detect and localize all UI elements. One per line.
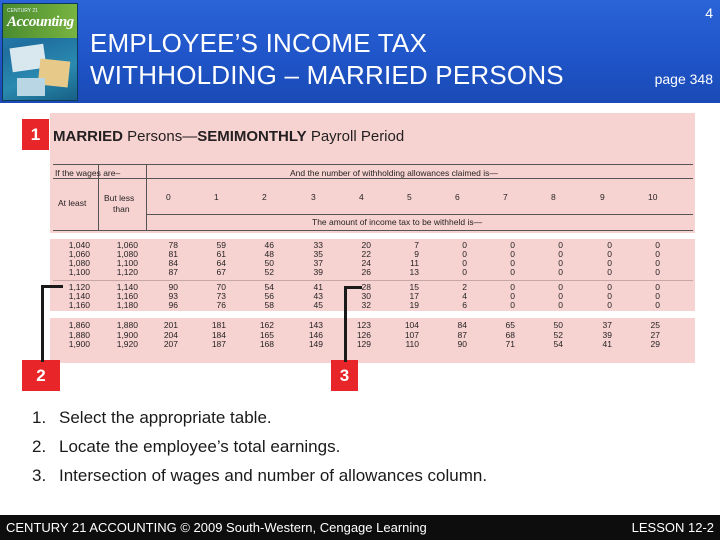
wage-at-least: 1,880 (68, 329, 90, 340)
withholding-amount: 11 (410, 258, 419, 268)
slide-title-line-2: WITHHOLDING – MARRIED PERSONS (90, 60, 564, 90)
wage-at-least: 1,140 (68, 291, 90, 301)
table-rule (53, 164, 693, 165)
allowances-header: And the number of withholding allowances claimed is— (290, 168, 498, 178)
withholding-amount: 48 (264, 249, 274, 259)
withholding-amount: 15 (409, 282, 419, 292)
withholding-amount: 84 (457, 320, 467, 330)
withholding-amount: 129 (356, 339, 371, 349)
withholding-amount: 0 (558, 267, 563, 277)
wage-at-least: 1,040 (68, 240, 90, 250)
withholding-amount: 162 (259, 320, 274, 330)
table-gap (50, 233, 695, 239)
withholding-amount: 0 (510, 267, 515, 277)
allowance-column-5: 5 (407, 192, 412, 202)
withholding-amount: 0 (607, 291, 612, 301)
withholding-amount: 4 (462, 291, 467, 301)
at-least-header: At least (58, 198, 87, 208)
wage-at-least: 1,160 (68, 300, 90, 310)
withholding-amount: 165 (259, 329, 274, 340)
wage-at-least: 1,860 (68, 320, 90, 330)
wage-at-least: 1,900 (68, 339, 90, 349)
withholding-amount: 13 (409, 267, 419, 277)
wage-less-than: 1,120 (116, 267, 138, 277)
slide-footer (0, 515, 720, 540)
withholding-amount: 59 (216, 240, 226, 250)
withholding-amount: 0 (510, 300, 515, 310)
withholding-amount: 61 (216, 249, 226, 259)
wage-at-least: 1,060 (68, 249, 90, 259)
withholding-amount: 187 (211, 339, 226, 349)
withholding-amount: 26 (361, 267, 371, 277)
wage-less-than: 1,060 (116, 240, 138, 250)
footer-copyright: CENTURY 21 ACCOUNTING © 2009 South-Western, Cengage Learning (6, 520, 427, 535)
withholding-amount: 45 (313, 300, 323, 310)
withholding-amount: 0 (510, 258, 515, 268)
withholding-amount: 19 (409, 300, 419, 310)
withholding-amount: 28 (361, 282, 371, 292)
withholding-amount: 76 (216, 300, 226, 310)
wages-header: If the wages are– (55, 168, 121, 178)
withholding-amount: 43 (313, 291, 323, 301)
allowance-column-9: 9 (600, 192, 605, 202)
withholding-amount: 32 (361, 300, 371, 310)
withholding-amount: 27 (650, 329, 660, 340)
withholding-amount: 81 (168, 249, 178, 259)
withholding-amount: 67 (216, 267, 226, 277)
withholding-amount: 25 (650, 320, 660, 330)
withholding-amount: 184 (211, 329, 226, 340)
withholding-amount: 9 (414, 249, 419, 259)
withholding-amount: 0 (607, 300, 612, 310)
slide-title-line-1: EMPLOYEE’S INCOME TAX (90, 28, 427, 58)
withholding-amount: 52 (553, 329, 563, 340)
page-reference: page 348 (654, 71, 713, 87)
wage-less-than: 1,140 (116, 282, 138, 292)
withholding-amount: 168 (259, 339, 274, 349)
allowance-column-6: 6 (455, 192, 460, 202)
withholding-amount: 0 (607, 240, 612, 250)
table-rule (146, 165, 147, 231)
withholding-amount: 0 (558, 282, 563, 292)
withholding-amount: 56 (264, 291, 274, 301)
withholding-amount: 50 (264, 258, 274, 268)
withholding-amount: 41 (602, 339, 612, 349)
wage-less-than: 1,160 (116, 291, 138, 301)
withholding-amount: 39 (602, 329, 612, 340)
book-cover-art (17, 78, 45, 96)
withholding-amount: 24 (361, 258, 371, 268)
withholding-amount: 70 (216, 282, 226, 292)
withholding-amount: 71 (505, 339, 515, 349)
step-number: 1. (32, 408, 47, 427)
arrow-line-3 (344, 286, 362, 289)
withholding-amount: 58 (264, 300, 274, 310)
withholding-amount: 39 (313, 267, 323, 277)
step-badge-1: 1 (22, 119, 49, 150)
withholding-amount: 87 (168, 267, 178, 277)
withholding-amount: 6 (462, 300, 467, 310)
table-rule (53, 230, 693, 231)
withholding-amount: 37 (602, 320, 612, 330)
book-cover-image (2, 3, 78, 101)
but-less-header-1: But less (104, 193, 135, 203)
withholding-amount: 50 (553, 320, 563, 330)
slide-header (0, 0, 720, 103)
allowance-column-3: 3 (311, 192, 316, 202)
withholding-amount: 2 (462, 282, 467, 292)
withholding-amount: 0 (558, 300, 563, 310)
wage-at-least: 1,100 (68, 267, 90, 277)
withheld-header: The amount of income tax to be withheld is— (312, 217, 483, 227)
slide-number: 4 (705, 5, 713, 21)
withholding-amount: 84 (168, 258, 178, 268)
but-less-header-2: than (113, 204, 130, 214)
withholding-amount: 0 (558, 240, 563, 250)
withholding-amount: 64 (216, 258, 226, 268)
step-text: Intersection of wages and number of allowances column. (59, 466, 488, 485)
table-title-persons: Persons— (123, 128, 198, 145)
withholding-amount: 90 (168, 282, 178, 292)
withholding-amount: 0 (462, 258, 467, 268)
withholding-amount: 90 (457, 339, 467, 349)
withholding-amount: 0 (655, 291, 660, 301)
step-text: Locate the employee’s total earnings. (59, 437, 341, 456)
withholding-amount: 68 (505, 329, 515, 340)
withholding-amount: 17 (409, 291, 419, 301)
withholding-amount: 201 (163, 320, 178, 330)
withholding-amount: 0 (510, 249, 515, 259)
withholding-amount: 52 (264, 267, 274, 277)
wage-at-least: 1,080 (68, 258, 90, 268)
withholding-amount: 0 (462, 240, 467, 250)
withholding-amount: 29 (650, 339, 660, 349)
withholding-amount: 73 (216, 291, 226, 301)
wage-less-than: 1,180 (116, 300, 138, 310)
wage-at-least: 1,120 (68, 282, 90, 292)
withholding-amount: 0 (655, 282, 660, 292)
withholding-amount: 0 (607, 249, 612, 259)
wage-less-than: 1,080 (116, 249, 138, 259)
withholding-amount: 0 (558, 258, 563, 268)
book-cover-edition-text: CENTURY 21 (7, 8, 38, 14)
book-cover-title: Accounting (7, 14, 74, 30)
withholding-amount: 96 (168, 300, 178, 310)
withholding-amount: 0 (655, 267, 660, 277)
withholding-amount: 149 (308, 339, 323, 349)
table-title-married: MARRIED (53, 128, 123, 145)
withholding-amount: 0 (607, 267, 612, 277)
wage-less-than: 1,920 (116, 339, 138, 349)
table-title-period: Payroll Period (306, 128, 405, 145)
withholding-amount: 0 (655, 249, 660, 259)
withholding-amount: 181 (211, 320, 226, 330)
allowance-column-10: 10 (648, 192, 658, 202)
withholding-amount: 33 (313, 240, 323, 250)
arrow-line-2 (41, 286, 44, 362)
step-number: 3. (32, 466, 47, 485)
withholding-amount: 0 (655, 258, 660, 268)
withholding-amount: 204 (163, 329, 178, 340)
allowance-column-4: 4 (359, 192, 364, 202)
withholding-amount: 37 (313, 258, 323, 268)
step-badge-3: 3 (331, 360, 358, 391)
tax-withholding-table (50, 113, 695, 363)
withholding-amount: 126 (356, 329, 371, 340)
table-rule (146, 214, 693, 215)
withholding-amount: 54 (264, 282, 274, 292)
withholding-amount: 0 (462, 267, 467, 277)
withholding-amount: 54 (553, 339, 563, 349)
withholding-amount: 7 (414, 240, 419, 250)
withholding-amount: 65 (505, 320, 515, 330)
step-text: Select the appropriate table. (59, 408, 272, 427)
withholding-amount: 78 (168, 240, 178, 250)
withholding-amount: 0 (655, 240, 660, 250)
withholding-amount: 207 (163, 339, 178, 349)
wage-less-than: 1,100 (116, 258, 138, 268)
wage-less-than: 1,880 (116, 320, 138, 330)
row-separator (53, 280, 693, 281)
withholding-amount: 0 (510, 282, 515, 292)
allowance-column-7: 7 (503, 192, 508, 202)
table-title (53, 128, 404, 145)
withholding-amount: 110 (405, 339, 419, 349)
withholding-amount: 46 (264, 240, 274, 250)
step-badge-2: 2 (22, 360, 60, 391)
arrow-line-3 (344, 287, 347, 362)
withholding-amount: 0 (607, 282, 612, 292)
allowance-column-2: 2 (262, 192, 267, 202)
footer-lesson: LESSON 12-2 (631, 520, 714, 535)
withholding-amount: 0 (558, 249, 563, 259)
table-rule (53, 178, 693, 179)
withholding-amount: 123 (356, 320, 371, 330)
arrow-line-2 (41, 285, 63, 288)
withholding-amount: 0 (607, 258, 612, 268)
withholding-amount: 0 (510, 291, 515, 301)
withholding-amount: 30 (361, 291, 371, 301)
withholding-amount: 104 (404, 320, 419, 330)
withholding-amount: 146 (308, 329, 323, 340)
withholding-amount: 35 (313, 249, 323, 259)
withholding-amount: 87 (457, 329, 467, 340)
table-gap (50, 311, 695, 318)
withholding-amount: 20 (361, 240, 371, 250)
withholding-amount: 22 (361, 249, 371, 259)
withholding-amount: 41 (313, 282, 323, 292)
table-title-semimonthly: SEMIMONTHLY (197, 128, 307, 145)
withholding-amount: 0 (655, 300, 660, 310)
withholding-amount: 0 (510, 240, 515, 250)
withholding-amount: 107 (404, 329, 419, 340)
withholding-amount: 0 (462, 249, 467, 259)
withholding-amount: 93 (168, 291, 178, 301)
allowance-column-0: 0 (166, 192, 171, 202)
allowance-column-1: 1 (214, 192, 219, 202)
allowance-column-8: 8 (551, 192, 556, 202)
withholding-amount: 143 (308, 320, 323, 330)
step-number: 2. (32, 437, 47, 456)
withholding-amount: 0 (558, 291, 563, 301)
wage-less-than: 1,900 (116, 329, 138, 340)
